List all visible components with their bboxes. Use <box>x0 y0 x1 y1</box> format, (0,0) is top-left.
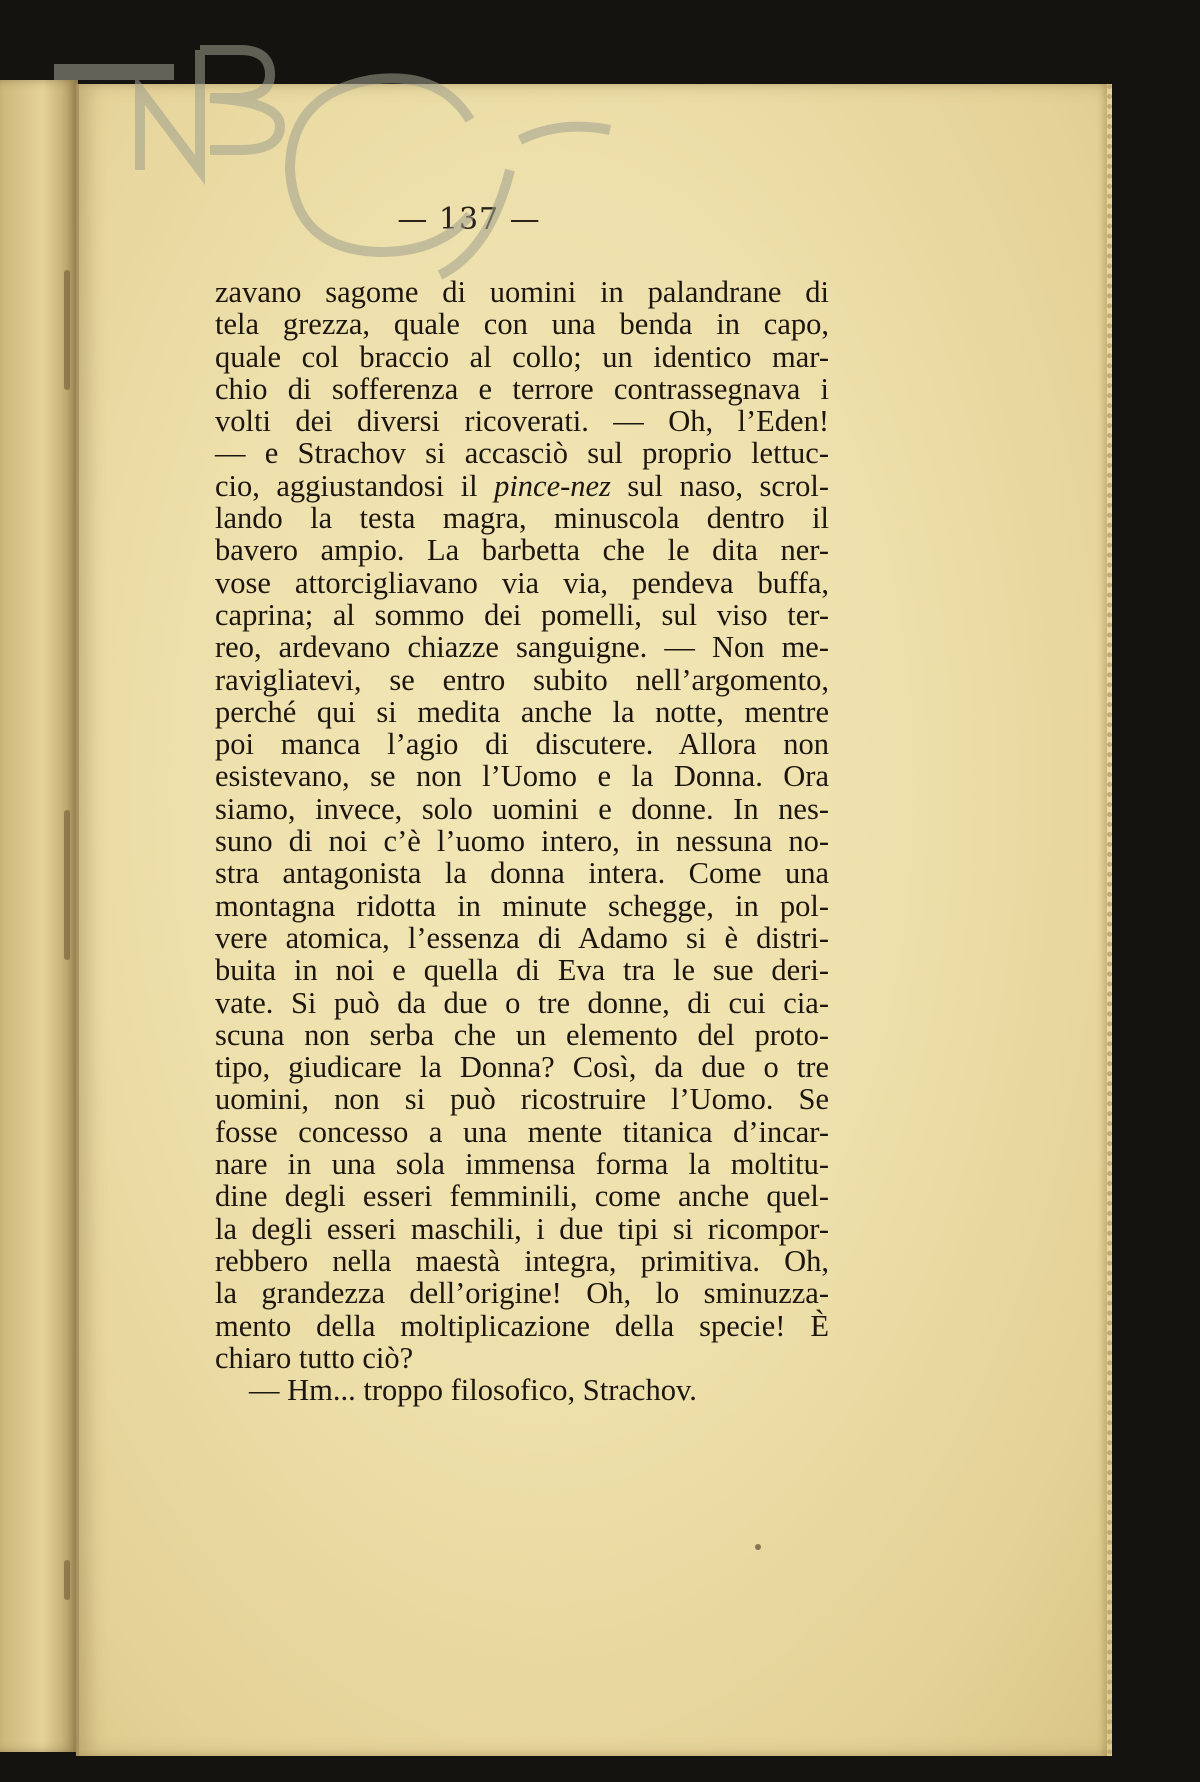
dialogue-line: — Hm... troppo filosofico, Strachov. <box>249 1373 697 1408</box>
book-page <box>76 84 1112 1756</box>
text-line: poi manca l’agio di discutere. Allora non <box>215 727 829 762</box>
text-line <box>215 470 829 502</box>
text-line: chio di sofferenza e terrore contrassegnava i <box>215 371 829 406</box>
text-line: lando la testa magra, minuscola dentro il <box>215 501 829 536</box>
text-fragment: cio, aggiustandosi il <box>215 468 495 503</box>
text-line: — e Strachov si accasciò sul proprio lettuc- <box>215 436 829 471</box>
paper-speck <box>755 1544 761 1550</box>
text-line: la degli esseri maschili, i due tipi si ricompor- <box>215 1211 829 1246</box>
text-line: tipo, giudicare la Donna? Così, da due o tre <box>215 1050 829 1085</box>
text-line: ravigliatevi, se entro subito nell’argomento, <box>215 662 829 697</box>
text-line: fosse concesso a una mente titanica d’incar- <box>215 1114 829 1149</box>
body-text <box>215 276 829 1406</box>
binding-stitch <box>64 270 70 390</box>
text-line: quale col braccio al collo; un identico mar- <box>215 339 829 374</box>
text-line: buita in noi e quella di Eva tra le sue deri- <box>215 953 829 988</box>
text-line: vate. Si può da due o tre donne, di cui cia- <box>215 985 829 1020</box>
text-line: esistevano, se non l’Uomo e la Donna. Ora <box>215 759 829 794</box>
text-line: reo, ardevano chiazze sanguigne. — Non me- <box>215 630 829 665</box>
text-line: vose attorcigliavano via via, pendeva buffa, <box>215 565 829 600</box>
binding-stitch <box>64 1560 70 1600</box>
text-line: dine degli esseri femminili, come anche quel- <box>215 1179 829 1214</box>
text-line: mento della moltiplicazione della specie! È <box>215 1308 829 1343</box>
text-line: bavero ampio. La barbetta che le dita ner- <box>215 533 829 568</box>
library-watermark-logo <box>40 20 660 280</box>
italic-term: pince-nez <box>494 468 611 503</box>
text-fragment: sul naso, scrol- <box>610 468 829 503</box>
text-line: vere atomica, l’essenza di Adamo si è distri- <box>215 920 829 955</box>
text-line: perché qui si medita anche la notte, mentre <box>215 694 829 729</box>
text-line: volti dei diversi ricoverati. — Oh, l’Eden! <box>215 404 829 439</box>
text-line: la grandezza dell’origine! Oh, lo sminuzza- <box>215 1276 829 1311</box>
text-line: siamo, invece, solo uomini e donne. In nes- <box>215 791 829 826</box>
text-line: uomini, non si può ricostruire l’Uomo. Se <box>215 1082 829 1117</box>
text-line: nare in una sola immensa forma la moltitu- <box>215 1147 829 1182</box>
page-number: — 137 — <box>397 202 541 237</box>
text-line: caprina; al sommo dei pomelli, sul viso ter- <box>215 597 829 632</box>
binding-stitch <box>64 810 70 960</box>
text-line: stra antagonista la donna intera. Come una <box>215 856 829 891</box>
text-line: scuna non serba che un elemento del proto- <box>215 1017 829 1052</box>
text-line: montagna ridotta in minute schegge, in pol- <box>215 888 829 923</box>
text-line: tela grezza, quale con una benda in capo, <box>215 307 829 342</box>
text-line: rebbero nella maestà integra, primitiva. Oh, <box>215 1243 829 1278</box>
text-line: chiaro tutto ciò? <box>215 1340 414 1375</box>
text-line: suno di noi c’è l’uomo intero, in nessuna no- <box>215 824 829 859</box>
text-line: zavano sagome di uomini in palandrane di <box>215 275 829 309</box>
